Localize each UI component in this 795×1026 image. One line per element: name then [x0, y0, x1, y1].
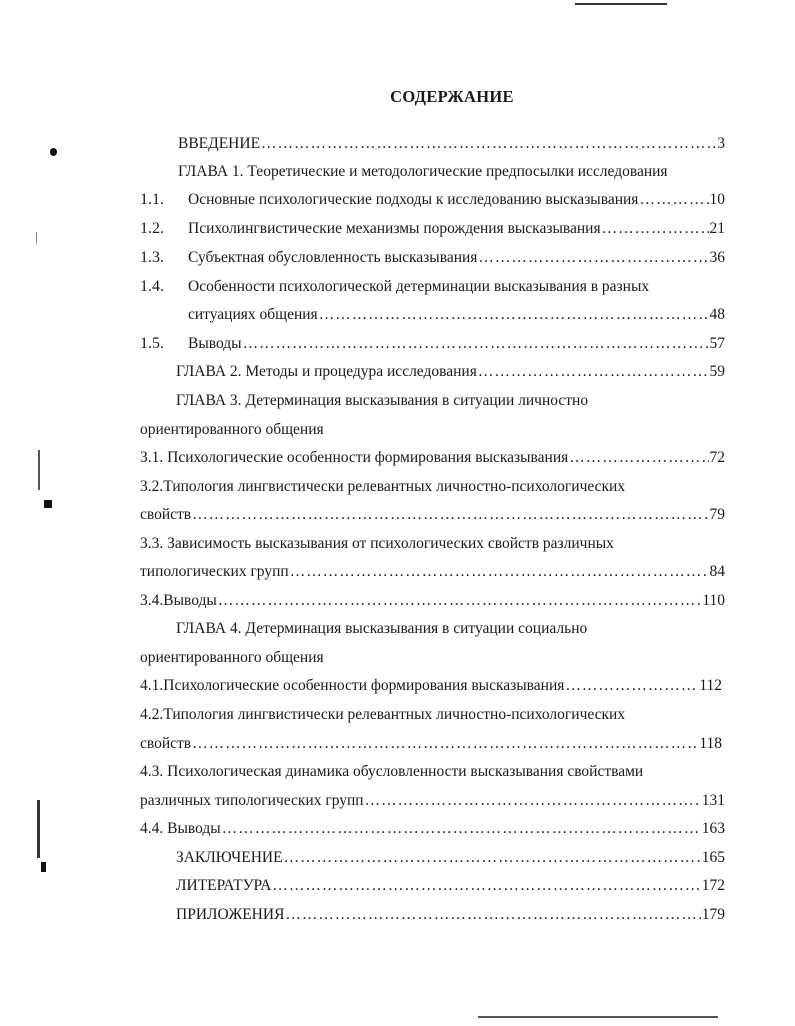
toc-entry [176, 620, 587, 638]
toc-entry [140, 421, 324, 439]
toc-entry-text: ГЛАВА 4. Детерминация высказывания в ситуации социально [176, 620, 588, 637]
toc-entry-page: 165 [701, 849, 725, 866]
toc-entry [140, 649, 324, 667]
toc-entry-text: ГЛАВА 1. Теоретические и методологические предпосылки исследования [178, 163, 668, 180]
toc-entry-page: 131 [701, 792, 725, 809]
toc-entry-text: 3.1. Психологические особенности формирования высказывания [140, 449, 569, 466]
toc-entry-text: 4.2.Типология лингвистически релевантных личностно-психологических [140, 706, 626, 723]
toc-leader-dots [565, 677, 698, 695]
toc-entry [140, 792, 725, 810]
toc-leader-dots [602, 220, 709, 238]
scan-dot [50, 148, 57, 156]
toc-entry-page: 79 [709, 506, 725, 523]
toc-entry [140, 820, 725, 838]
toc-entry [188, 306, 725, 324]
toc-entry [140, 563, 725, 581]
toc-entry [176, 849, 725, 867]
toc-entry-text: ГЛАВА 3. Детерминация высказывания в ситуации личностно [176, 392, 589, 409]
scan-edge-line-top [575, 3, 667, 5]
toc-entry [140, 763, 643, 781]
toc-entry-page: 84 [709, 563, 725, 580]
toc-entry-text: ГЛАВА 2. Методы и процедура исследования [176, 363, 477, 380]
toc-entry [140, 449, 725, 467]
toc-leader-dots [365, 792, 701, 810]
toc-entry-page: 10 [709, 191, 725, 208]
toc-title: СОДЕРЖАНИЕ [390, 87, 514, 106]
toc-leader-dots [290, 563, 709, 581]
scan-mark [41, 862, 46, 872]
toc-entry-text: различных типологических групп [140, 792, 364, 809]
toc-entry-page: 21 [709, 220, 725, 237]
toc-entry [188, 278, 649, 296]
scan-mark [38, 450, 40, 490]
scan-mark [37, 800, 40, 858]
toc-entry-page: 172 [701, 877, 725, 894]
toc-entry [188, 191, 725, 209]
toc-leader-dots [218, 592, 701, 610]
toc-entry [140, 478, 625, 496]
toc-entry-text: Основные психологические подходы к исследованию высказывания [188, 191, 639, 208]
toc-entry [176, 363, 725, 381]
toc-entry-page: 48 [709, 306, 725, 323]
scan-mark [36, 232, 37, 244]
toc-entry-number: 1.5. [140, 335, 164, 352]
toc-entry [188, 249, 725, 267]
toc-entry-text: ситуациях общения [188, 306, 318, 323]
toc-leader-dots [284, 849, 701, 867]
toc-entry-text: Особенности психологической детерминации высказывания в разных [188, 278, 650, 295]
toc-entry-text: 4.1.Психологические особенности формирования высказывания [140, 677, 565, 694]
toc-entry-text: Субъектная обусловленность высказывания [188, 249, 478, 266]
toc-entry [188, 220, 725, 238]
toc-entry [140, 735, 722, 753]
toc-entry [178, 163, 668, 181]
toc-leader-dots [192, 735, 698, 753]
toc-entry-text: ориентированного общения [140, 421, 324, 438]
toc-leader-dots [272, 877, 700, 895]
toc-leader-dots [243, 335, 709, 353]
toc-entry-text: 4.4. Выводы [140, 820, 221, 837]
toc-leader-dots [285, 906, 700, 924]
toc-entry-page: 112 [699, 677, 722, 694]
toc-entry-page: 59 [709, 363, 725, 380]
toc-entry-number: 1.2. [140, 220, 164, 237]
toc-entry-text: 3.4.Выводы [140, 592, 217, 609]
toc-leader-dots [261, 135, 716, 153]
toc-entry-text: 4.3. Психологическая динамика обусловленности высказывания свойствами [140, 763, 644, 780]
scan-mark [44, 500, 52, 508]
toc-entry [188, 335, 725, 353]
toc-entry [176, 906, 725, 924]
toc-leader-dots [319, 306, 709, 324]
toc-entry-text: ПРИЛОЖЕНИЯ [176, 906, 285, 923]
scan-edge-line-bottom [478, 1016, 718, 1018]
toc-entry-text: ориентированного общения [140, 649, 324, 666]
toc-leader-dots [222, 820, 701, 838]
toc-entry-text: ВВЕДЕНИЕ [178, 135, 261, 152]
toc-entry [140, 506, 725, 524]
toc-entry-page: 179 [701, 906, 725, 923]
toc-leader-dots [569, 449, 708, 467]
toc-entry-page: 110 [702, 592, 725, 609]
toc-entry-text: 3.3. Зависимость высказывания от психологических свойств различных [140, 535, 614, 552]
toc-entry [178, 135, 725, 153]
toc-entry [140, 706, 625, 724]
toc-entry-number: 1.3. [140, 249, 164, 266]
toc-entry-text: ЗАКЛЮЧЕНИЕ [176, 849, 283, 866]
toc-entry-text: ЛИТЕРАТУРА [176, 877, 272, 894]
toc-entry-text: свойств [140, 735, 192, 752]
toc-leader-dots [478, 363, 709, 381]
toc-entry-text: 3.2.Типология лингвистически релевантных личностно-психологических [140, 478, 626, 495]
toc-entry-page: 57 [709, 335, 725, 352]
toc-leader-dots [192, 506, 708, 524]
toc-entry-text: свойств [140, 506, 192, 523]
toc-leader-dots [478, 249, 708, 267]
toc-entry-page: 118 [699, 735, 722, 752]
toc-leader-dots [639, 191, 708, 209]
toc-entry [140, 535, 614, 553]
toc-entry-text: типологических групп [140, 563, 289, 580]
toc-entry [176, 392, 588, 410]
toc-entry [176, 877, 725, 895]
toc-entry-page: 163 [701, 820, 725, 837]
toc-entry-text: Психолингвистические механизмы порождения высказывания [188, 220, 601, 237]
toc-entry-text: Выводы [188, 335, 242, 352]
toc-entry-page: 72 [709, 449, 725, 466]
toc-entry-page: 3 [717, 135, 725, 152]
toc-entry-page: 36 [709, 249, 725, 266]
toc-entry-number: 1.1. [140, 191, 164, 208]
toc-entry [140, 592, 725, 610]
toc-entry [140, 677, 722, 695]
toc-entry-number: 1.4. [140, 278, 164, 295]
